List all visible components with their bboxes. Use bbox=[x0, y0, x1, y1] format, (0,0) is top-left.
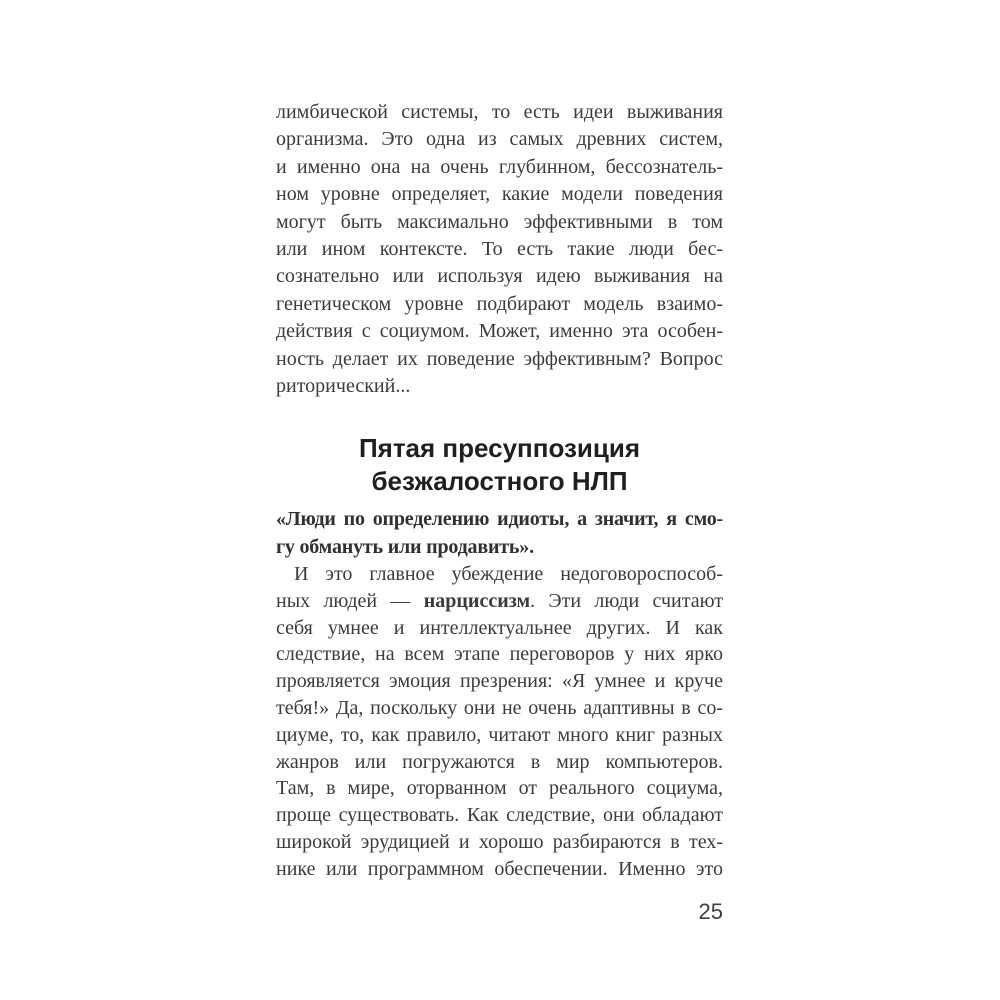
text-line: организма. Это одна из самых древних систем, bbox=[276, 128, 723, 151]
text-line: и именно она на очень глубинном, бессознатель- bbox=[276, 155, 723, 178]
paragraph-narcissism bbox=[276, 561, 723, 883]
text-line: проще существовать. Как следствие, они обладают bbox=[276, 804, 723, 827]
text-line: И это главное убеждение недоговороспособ- bbox=[294, 563, 723, 586]
text-line bbox=[276, 588, 723, 615]
text-line: «Люди по определению идиоты, а значит, я смо- bbox=[276, 508, 723, 531]
section-heading bbox=[276, 432, 723, 498]
text-line: сознательно или используя идею выживания на bbox=[276, 265, 723, 288]
lead-quote-paragraph bbox=[276, 506, 723, 561]
text-line: широкой эрудицией и хорошо разбираются в тех- bbox=[276, 831, 723, 854]
page-number: 25 bbox=[698, 899, 723, 924]
text-line: лимбической системы, то есть идеи выживания bbox=[276, 101, 723, 123]
text-line: или ином контексте. То есть такие люди бес- bbox=[276, 237, 723, 260]
text-line: проявляется эмоция презрения: «Я умнее и круче bbox=[276, 670, 723, 693]
paragraph-continuation bbox=[276, 99, 723, 400]
text-line: генетическом уровне подбирают модель взаимо- bbox=[276, 292, 723, 315]
text-line: следствие, на всем этапе переговоров у них ярко bbox=[276, 643, 723, 666]
bold-term: нарциссизм bbox=[423, 589, 531, 612]
heading-line: безжалостного НЛП bbox=[371, 466, 628, 497]
text-segment: ных людей — bbox=[276, 589, 424, 612]
text-line: могут быть максимально эффективными в том bbox=[276, 210, 723, 233]
text-line: жанров или погружаются в мир компьютеров. bbox=[276, 750, 723, 773]
heading-line: Пятая пресуппозиция bbox=[358, 433, 641, 464]
text-line: гу обмануть или продавить». bbox=[276, 535, 534, 558]
text-line: себя умнее и интеллектуальнее других. И как bbox=[276, 616, 723, 639]
text-column bbox=[276, 99, 723, 883]
text-line: Там, в мире, оторванном от реального социума, bbox=[276, 777, 723, 800]
text-line: действия с социумом. Может, именно эта особен- bbox=[276, 320, 723, 343]
text-line: циуме, то, как правило, читают много книг разных bbox=[276, 723, 723, 746]
text-line: ном уровне определяет, какие модели поведения bbox=[276, 183, 723, 206]
text-line: нике или программном обеспечении. Именно это bbox=[276, 857, 723, 880]
text-segment: . Эти люди считают bbox=[530, 589, 723, 612]
text-line: тебя!» Да, поскольку они не очень адаптивны в со- bbox=[276, 697, 723, 720]
text-line: риторический... bbox=[276, 374, 411, 397]
text-line: ность делает их поведение эффективным? Вопрос bbox=[276, 347, 723, 370]
